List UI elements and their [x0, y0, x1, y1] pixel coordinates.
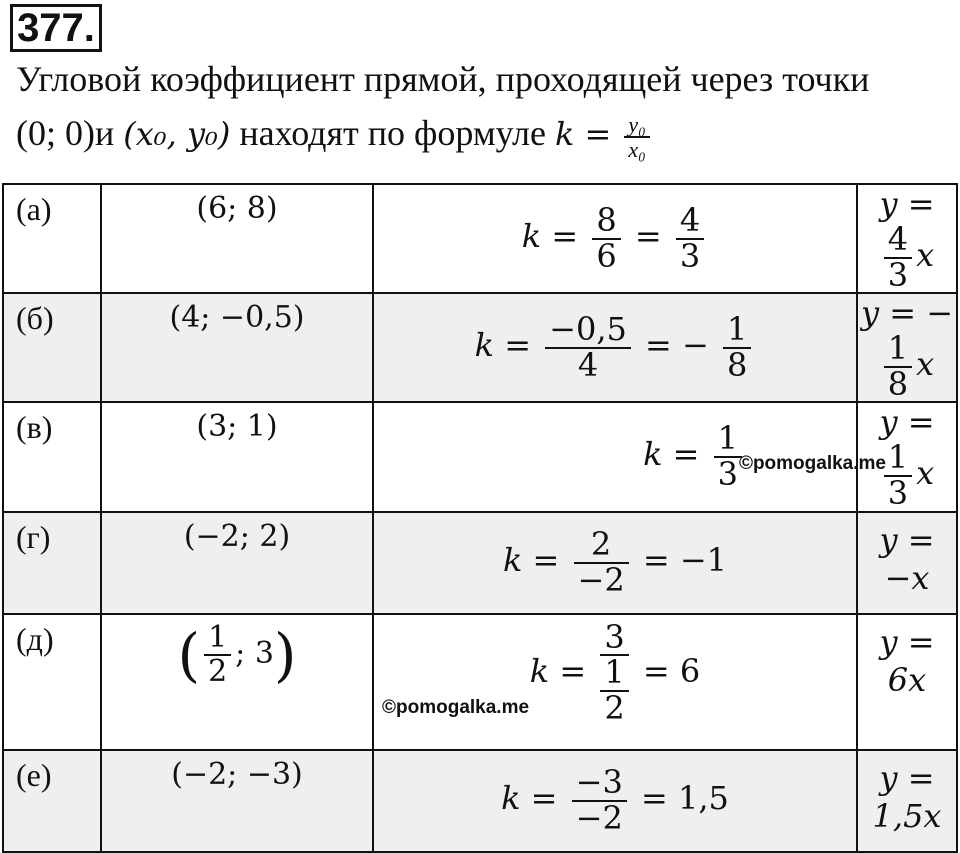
intro-text: находят по формуле — [239, 113, 546, 153]
k-den-fraction: $\frac{1}{2}$ — [600, 656, 628, 725]
row-label: (б) — [3, 293, 101, 402]
k-fraction: $\frac{2}{-2}$ — [574, 528, 629, 597]
row-k-formula — [373, 402, 886, 511]
k-fraction: $\frac{-0,5}{4}$ — [545, 313, 631, 382]
row-k-formula — [373, 614, 857, 750]
k-fraction: $\frac{-3}{-2}$ — [572, 766, 627, 835]
row-label: (д) — [3, 614, 101, 750]
y-fraction: $\frac{4}{3}$ — [884, 223, 912, 292]
k-rhs: = 1,5 — [641, 779, 729, 818]
y-text: y = 6x — [879, 622, 935, 699]
table-row — [3, 750, 957, 852]
point-rest: ; 3 — [235, 635, 274, 671]
k-complex-fraction: $\frac{3}{\frac{1}{2}}$ — [600, 621, 628, 726]
row-point: (−2; 2) — [101, 512, 373, 614]
intro-point: (x₀, y₀) — [123, 115, 231, 153]
row-line-equation — [857, 614, 957, 750]
row-k-formula — [373, 750, 857, 852]
intro-formula-num: y₀ — [628, 111, 646, 137]
table-row — [3, 512, 957, 614]
row-point: (−2; −3) — [101, 750, 373, 852]
k-lhs: k = — [529, 651, 587, 690]
table-row — [3, 402, 957, 511]
y-lhs: y = − — [860, 294, 954, 333]
table-row — [3, 184, 957, 293]
y-rhs: x — [916, 345, 935, 384]
y-fraction: $\frac{1}{3}$ — [884, 441, 912, 510]
row-label: (в) — [3, 402, 101, 511]
y-lhs: y = — [879, 185, 935, 223]
k-eq: = — [634, 217, 662, 256]
y-text: y = 1,5x — [872, 758, 942, 835]
intro-formula-fraction — [624, 113, 649, 161]
y-rhs: x — [916, 236, 935, 275]
k-fraction-2: $\frac{1}{8}$ — [723, 313, 751, 382]
y-text: y = −x — [879, 520, 935, 597]
intro-formula-den: x₀ — [628, 136, 646, 162]
intro-formula-lhs: k = — [554, 115, 612, 153]
row-label: (е) — [3, 750, 101, 852]
row-line-equation — [857, 750, 957, 852]
table-row — [3, 293, 957, 402]
paren-right: ) — [273, 620, 297, 689]
row-point — [101, 614, 373, 750]
y-rhs: x — [916, 454, 935, 493]
k-rhs: = −1 — [642, 541, 728, 580]
row-line-equation — [857, 293, 957, 402]
row-line-equation — [857, 184, 957, 293]
row-line-equation — [857, 512, 957, 614]
row-point: (6; 8) — [101, 184, 373, 293]
intro-line-2 — [16, 112, 654, 161]
k-fraction: $\frac{8}{6}$ — [592, 204, 620, 273]
y-lhs: y = — [879, 403, 935, 442]
watermark: ©pomogalka.me — [382, 696, 530, 718]
watermark: ©pomogalka.me — [738, 453, 886, 475]
k-lhs: k = — [501, 779, 558, 818]
row-k-formula — [373, 184, 857, 293]
y-fraction: $\frac{1}{8}$ — [884, 332, 912, 401]
k-lhs: k = — [502, 541, 560, 580]
k-lhs: k = — [474, 326, 531, 365]
row-k-formula — [373, 293, 857, 402]
row-point: (3; 1) — [101, 402, 373, 511]
intro-origin: (0; 0)и — [16, 113, 115, 153]
k-fraction: $\frac{1}{3}$ — [714, 422, 742, 491]
k-fraction-2: $\frac{4}{3}$ — [676, 204, 704, 273]
k-lhs: k = — [521, 217, 579, 256]
point-fraction: $\frac{1}{2}$ — [204, 622, 231, 687]
intro-line-1: Угловой коэффициент прямой, проходящей через точки — [16, 59, 870, 99]
solution-table — [2, 183, 958, 853]
paren-left: ( — [177, 620, 201, 689]
k-eq: = − — [645, 326, 709, 365]
row-k-formula — [373, 512, 857, 614]
k-rhs: = 6 — [642, 651, 701, 690]
table-row — [3, 614, 957, 750]
problem-number: 377. — [10, 4, 102, 52]
row-point: (4; −0,5) — [101, 293, 373, 402]
row-label: (г) — [3, 512, 101, 614]
row-label: (а) — [3, 184, 101, 293]
k-lhs: k = — [643, 435, 700, 474]
